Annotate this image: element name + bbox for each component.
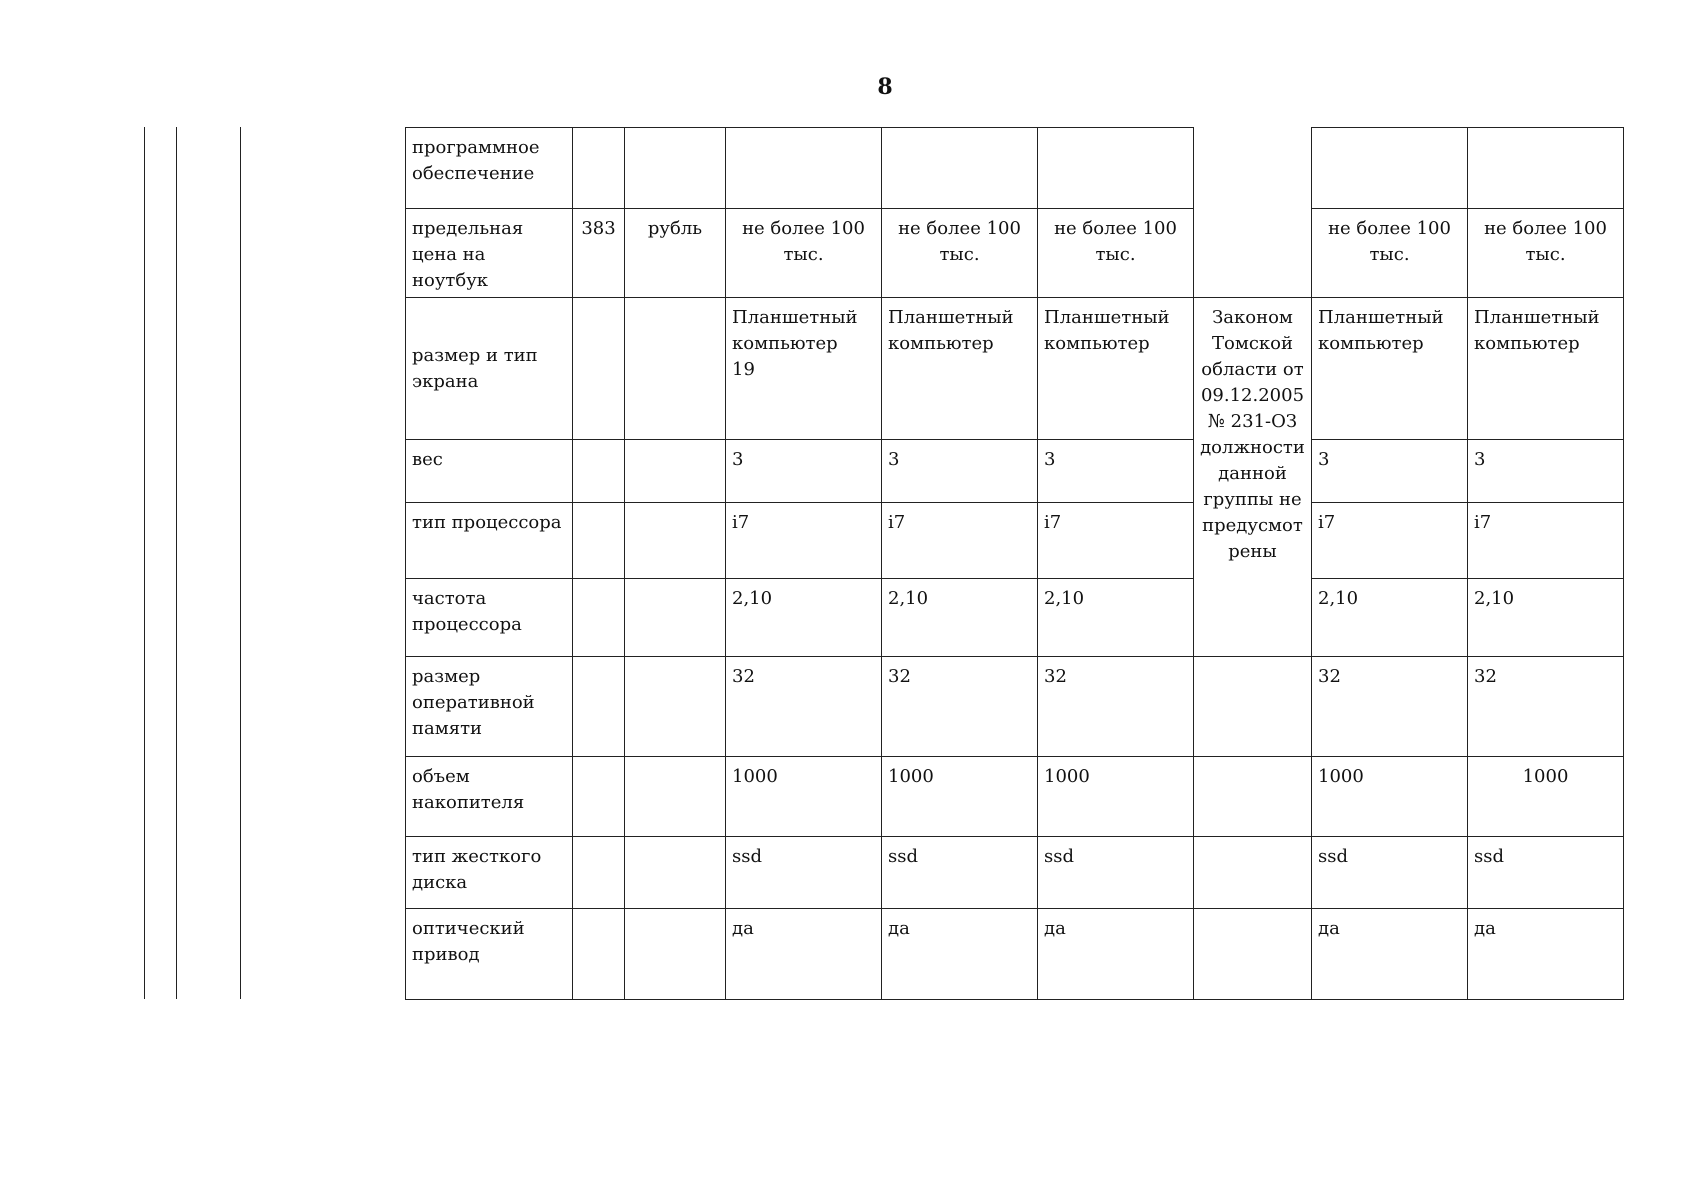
row-unit bbox=[624, 836, 726, 909]
row-code bbox=[572, 127, 625, 209]
row-code bbox=[572, 756, 625, 837]
value-cell: 3 bbox=[1037, 439, 1194, 503]
value-cell: 2,10 bbox=[725, 578, 882, 657]
value-cell bbox=[1037, 127, 1194, 209]
value-cell: Планшетный компьютер bbox=[1037, 297, 1194, 440]
page-number: 8 bbox=[877, 74, 893, 100]
left-margin-line-3 bbox=[240, 127, 241, 999]
value-cell: 2,10 bbox=[1311, 578, 1468, 657]
row-label: вес bbox=[405, 439, 573, 503]
value-cell: Планшетный компьютер 19 bbox=[725, 297, 882, 440]
value-cell: да bbox=[881, 908, 1038, 1000]
row-label: программное обеспечение bbox=[405, 127, 573, 209]
value-cell: 32 bbox=[1311, 656, 1468, 757]
value-cell: 32 bbox=[1467, 656, 1624, 757]
value-cell: 2,10 bbox=[1037, 578, 1194, 657]
row-unit bbox=[624, 656, 726, 757]
value-cell: 3 bbox=[725, 439, 882, 503]
left-margin-line-1 bbox=[144, 127, 145, 999]
value-cell: 1000 bbox=[725, 756, 882, 837]
row-unit bbox=[624, 756, 726, 837]
row-unit bbox=[624, 578, 726, 657]
value-cell: не более 100 тыс. bbox=[881, 208, 1038, 298]
value-cell: не более 100 тыс. bbox=[725, 208, 882, 298]
value-cell: да bbox=[1467, 908, 1624, 1000]
value-cell: 32 bbox=[881, 656, 1038, 757]
value-cell bbox=[1467, 127, 1624, 209]
row-unit bbox=[624, 502, 726, 579]
value-cell: Планшетный компьютер bbox=[881, 297, 1038, 440]
value-cell: 3 bbox=[1467, 439, 1624, 503]
empty-cell bbox=[1193, 756, 1312, 837]
value-cell: ssd bbox=[1311, 836, 1468, 909]
value-cell: ssd bbox=[1037, 836, 1194, 909]
row-unit bbox=[624, 439, 726, 503]
value-cell: 2,10 bbox=[881, 578, 1038, 657]
value-cell bbox=[1311, 127, 1468, 209]
value-cell: Планшетный компьютер bbox=[1311, 297, 1468, 440]
value-cell: да bbox=[1311, 908, 1468, 1000]
value-cell: не более 100 тыс. bbox=[1037, 208, 1194, 298]
value-cell: ssd bbox=[881, 836, 1038, 909]
row-label: предельная цена на ноутбук bbox=[405, 208, 573, 298]
row-code bbox=[572, 656, 625, 757]
empty-cell bbox=[1193, 656, 1312, 757]
value-cell: 1000 bbox=[1311, 756, 1468, 837]
row-unit bbox=[624, 297, 726, 440]
row-label: частота процессора bbox=[405, 578, 573, 657]
row-code: 383 bbox=[572, 208, 625, 298]
value-cell: 1000 bbox=[1467, 756, 1624, 837]
value-cell: 3 bbox=[881, 439, 1038, 503]
row-code bbox=[572, 439, 625, 503]
value-cell: 32 bbox=[1037, 656, 1194, 757]
row-code bbox=[572, 578, 625, 657]
empty-cell bbox=[1193, 908, 1312, 1000]
row-code bbox=[572, 908, 625, 1000]
value-cell: не более 100 тыс. bbox=[1311, 208, 1468, 298]
value-cell: не более 100 тыс. bbox=[1467, 208, 1624, 298]
row-label: оптический привод bbox=[405, 908, 573, 1000]
law-note: Законом Томской области от 09.12.2005 № 231-ОЗ должности данной группы не предусмот рены bbox=[1193, 297, 1312, 657]
value-cell: ssd bbox=[725, 836, 882, 909]
row-code bbox=[572, 836, 625, 909]
value-cell: i7 bbox=[881, 502, 1038, 579]
empty-cell bbox=[1193, 836, 1312, 909]
row-label: размер оперативной памяти bbox=[405, 656, 573, 757]
value-cell: i7 bbox=[1037, 502, 1194, 579]
row-label: тип процессора bbox=[405, 502, 573, 579]
row-unit bbox=[624, 127, 726, 209]
row-code bbox=[572, 297, 625, 440]
row-unit bbox=[624, 908, 726, 1000]
value-cell: 1000 bbox=[1037, 756, 1194, 837]
value-cell: 2,10 bbox=[1467, 578, 1624, 657]
value-cell: 3 bbox=[1311, 439, 1468, 503]
row-unit: рубль bbox=[624, 208, 726, 298]
value-cell: да bbox=[725, 908, 882, 1000]
value-cell bbox=[881, 127, 1038, 209]
value-cell: 1000 bbox=[881, 756, 1038, 837]
row-code bbox=[572, 502, 625, 579]
row-label: объем накопителя bbox=[405, 756, 573, 837]
value-cell: да bbox=[1037, 908, 1194, 1000]
value-cell bbox=[725, 127, 882, 209]
value-cell: Планшетный компьютер bbox=[1467, 297, 1624, 440]
value-cell: 32 bbox=[725, 656, 882, 757]
value-cell: ssd bbox=[1467, 836, 1624, 909]
value-cell: i7 bbox=[725, 502, 882, 579]
row-label: тип жесткого диска bbox=[405, 836, 573, 909]
left-margin-line-2 bbox=[176, 127, 177, 999]
value-cell: i7 bbox=[1467, 502, 1624, 579]
value-cell: i7 bbox=[1311, 502, 1468, 579]
row-label: размер и тип экрана bbox=[405, 297, 573, 440]
